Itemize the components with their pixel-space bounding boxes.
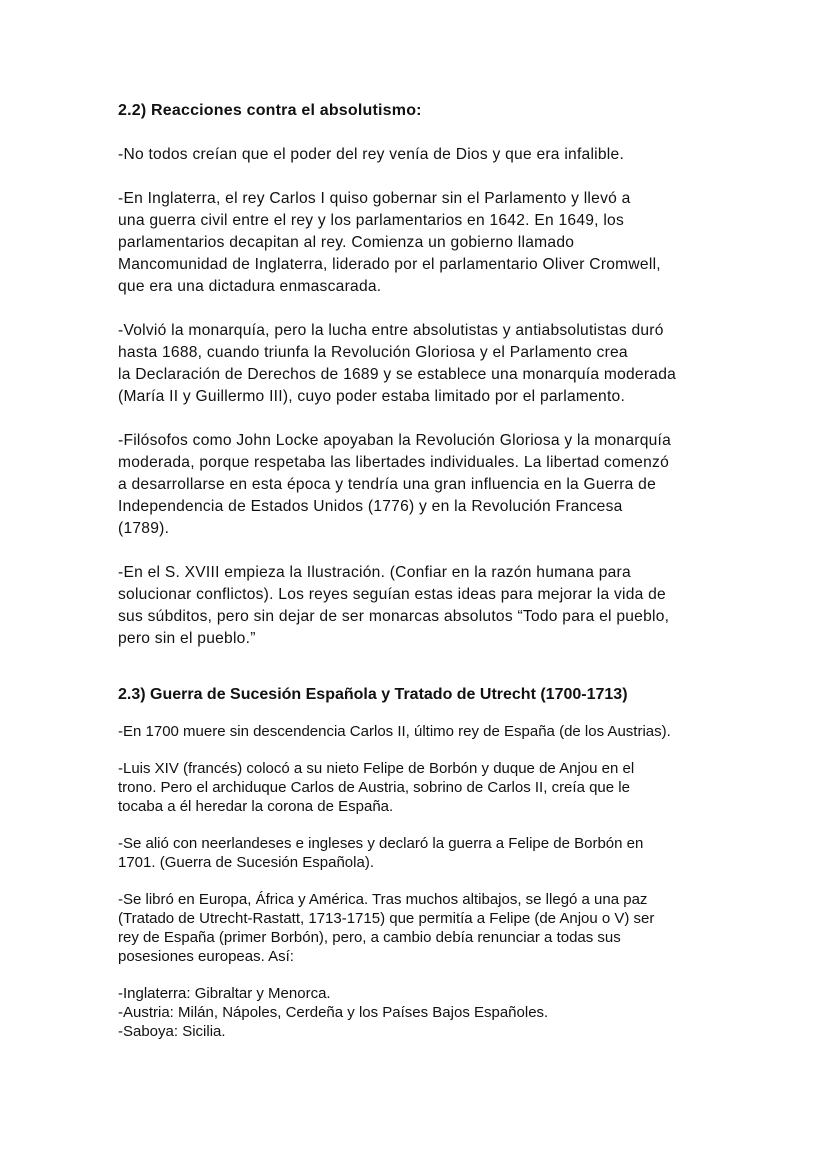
text-line: pero sin el pueblo.” bbox=[118, 630, 256, 647]
text-line: rey de España (primer Borbón), pero, a cambio debía renunciar a todas sus bbox=[118, 929, 621, 946]
text-line: -En el S. XVIII empieza la Ilustración. (Confiar en la razón humana para bbox=[118, 564, 631, 581]
text-line: (1789). bbox=[118, 520, 170, 537]
list-item: -Saboya: Sicilia. bbox=[118, 1023, 226, 1040]
text-line: -En Inglaterra, el rey Carlos I quiso gobernar sin el Parlamento y llevó a bbox=[118, 190, 631, 207]
text-line: parlamentarios decapitan al rey. Comienza un gobierno llamado bbox=[118, 234, 575, 251]
paragraph bbox=[118, 722, 718, 741]
text-line: hasta 1688, cuando triunfa la Revolución Gloriosa y el Parlamento crea bbox=[118, 344, 628, 361]
text-line: (Tratado de Utrecht-Rastatt, 1713-1715) que permitía a Felipe (de Anjou o V) ser bbox=[118, 910, 655, 927]
text-line: (María II y Guillermo III), cuyo poder estaba limitado por el parlamento. bbox=[118, 388, 626, 405]
paragraph bbox=[118, 188, 718, 298]
paragraph bbox=[118, 562, 718, 650]
section-guerra-sucesion bbox=[118, 684, 718, 1041]
text-line: a desarrollarse en esta época y tendría una gran influencia en la Guerra de bbox=[118, 476, 657, 493]
text-line: -Filósofos como John Locke apoyaban la Revolución Gloriosa y la monarquía bbox=[118, 432, 672, 449]
list-item: -Austria: Milán, Nápoles, Cerdeña y los Países Bajos Españoles. bbox=[118, 1004, 549, 1021]
text-line: -Se alió con neerlandeses e ingleses y declaró la guerra a Felipe de Borbón en bbox=[118, 835, 644, 852]
possessions-list bbox=[118, 984, 718, 1041]
paragraph bbox=[118, 320, 718, 408]
text-line: tocaba a él heredar la corona de España. bbox=[118, 798, 394, 815]
text-line: -Se libró en Europa, África y América. Tras muchos altibajos, se llegó a una paz bbox=[118, 891, 648, 908]
text-line: la Declaración de Derechos de 1689 y se establece una monarquía moderada bbox=[118, 366, 677, 383]
text-line: -En 1700 muere sin descendencia Carlos II, último rey de España (de los Austrias). bbox=[118, 723, 671, 740]
section-title: 2.2) Reacciones contra el absolutismo: bbox=[118, 102, 422, 119]
paragraph bbox=[118, 430, 718, 540]
text-line: sus súbditos, pero sin dejar de ser monarcas absolutos “Todo para el pueblo, bbox=[118, 608, 670, 625]
text-line: -Luis XIV (francés) colocó a su nieto Felipe de Borbón y duque de Anjou en el bbox=[118, 760, 635, 777]
list-item: -Inglaterra: Gibraltar y Menorca. bbox=[118, 985, 331, 1002]
section-reacciones bbox=[118, 100, 718, 672]
paragraph bbox=[118, 834, 718, 872]
paragraph bbox=[118, 144, 718, 166]
section-title: 2.3) Guerra de Sucesión Española y Tratado de Utrecht (1700-1713) bbox=[118, 686, 628, 703]
paragraph bbox=[118, 890, 718, 966]
text-line: Mancomunidad de Inglaterra, liderado por el parlamentario Oliver Cromwell, bbox=[118, 256, 661, 273]
text-line: -Volvió la monarquía, pero la lucha entre absolutistas y antiabsolutistas duró bbox=[118, 322, 664, 339]
text-line: trono. Pero el archiduque Carlos de Austria, sobrino de Carlos II, creía que le bbox=[118, 779, 630, 796]
text-line: moderada, porque respetaba las libertades individuales. La libertad comenzó bbox=[118, 454, 670, 471]
paragraph bbox=[118, 759, 718, 816]
text-line: 1701. (Guerra de Sucesión Española). bbox=[118, 854, 374, 871]
text-line: posesiones europeas. Así: bbox=[118, 948, 294, 965]
text-line: solucionar conflictos). Los reyes seguían estas ideas para mejorar la vida de bbox=[118, 586, 666, 603]
text-line: que era una dictadura enmascarada. bbox=[118, 278, 382, 295]
text-line: una guerra civil entre el rey y los parlamentarios en 1642. En 1649, los bbox=[118, 212, 625, 229]
text-line: -No todos creían que el poder del rey venía de Dios y que era infalible. bbox=[118, 146, 625, 163]
text-line: Independencia de Estados Unidos (1776) y en la Revolución Francesa bbox=[118, 498, 623, 515]
